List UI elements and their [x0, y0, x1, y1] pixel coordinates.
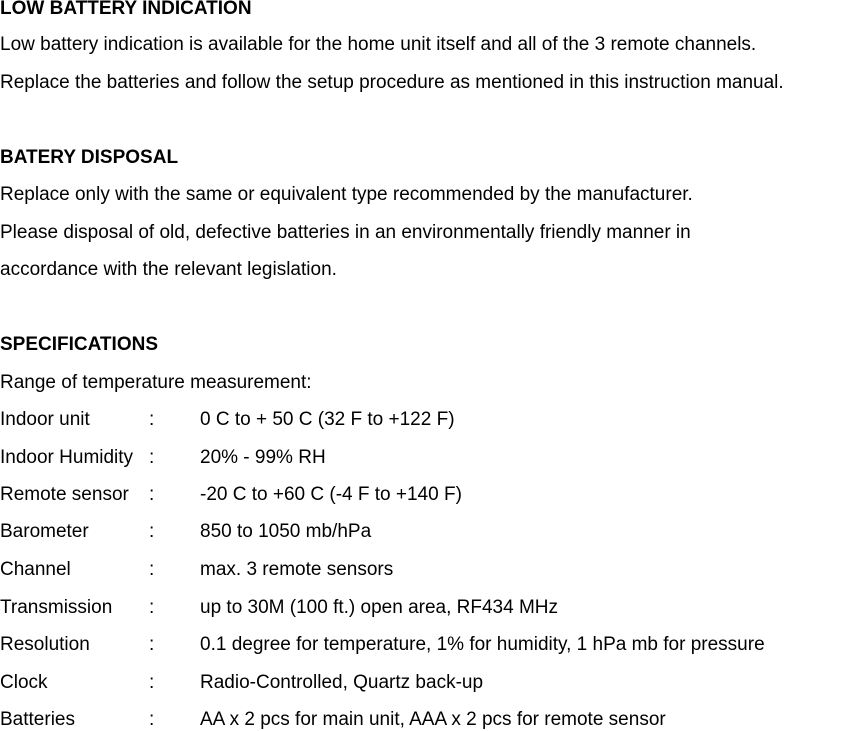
spec-separator: : [149, 672, 155, 693]
spec-row [0, 447, 857, 469]
spec-value: 0.1 degree for temperature, 1% for humidity, 1 hPa mb for pressure [200, 634, 765, 655]
spec-separator: : [149, 409, 155, 430]
spec-value: 850 to 1050 mb/hPa [200, 521, 372, 542]
spec-value: AA x 2 pcs for main unit, AAA x 2 pcs for remote sensor [200, 709, 666, 730]
spec-label: Indoor Humidity [0, 447, 134, 468]
spec-row [0, 521, 857, 543]
spec-label: Remote sensor [0, 484, 129, 505]
low-battery-heading: LOW BATTERY INDICATION [0, 0, 252, 19]
spec-value: 0 C to + 50 C (32 F to +122 F) [200, 409, 455, 430]
spec-label: Channel [0, 559, 71, 580]
spec-row [0, 559, 857, 581]
spec-label: Resolution [0, 634, 90, 655]
spec-label: Barometer [0, 521, 89, 542]
spec-separator: : [149, 521, 155, 542]
spec-separator: : [149, 447, 155, 468]
spec-label: Clock [0, 672, 48, 693]
spec-row [0, 597, 857, 619]
specifications-intro: Range of temperature measurement: [0, 372, 312, 393]
spec-separator: : [149, 597, 155, 618]
spec-row [0, 672, 857, 694]
spec-label: Indoor unit [0, 409, 90, 430]
spec-value: Radio-Controlled, Quartz back-up [200, 672, 484, 693]
spec-value: -20 C to +60 C (-4 F to +140 F) [200, 484, 462, 505]
spec-value: max. 3 remote sensors [200, 559, 394, 580]
specifications-heading: SPECIFICATIONS [0, 334, 158, 355]
low-battery-text-line-1: Low battery indication is available for the home unit itself and all of the 3 remote channels. [0, 34, 757, 55]
spec-label: Transmission [0, 597, 113, 618]
spec-separator: : [149, 634, 155, 655]
low-battery-text-line-2: Replace the batteries and follow the setup procedure as mentioned in this instruction manual. [0, 72, 784, 93]
spec-row [0, 634, 857, 656]
spec-separator: : [149, 559, 155, 580]
battery-disposal-text-line-2: Please disposal of old, defective batteries in an environmentally friendly manner in [0, 222, 691, 243]
spec-value: up to 30M (100 ft.) open area, RF434 MHz [200, 597, 559, 618]
battery-disposal-text-line-1: Replace only with the same or equivalent type recommended by the manufacturer. [0, 184, 693, 205]
battery-disposal-text-line-3: accordance with the relevant legislation. [0, 259, 337, 280]
battery-disposal-heading: BATERY DISPOSAL [0, 147, 179, 168]
spec-row [0, 409, 857, 431]
spec-row [0, 484, 857, 506]
spec-separator: : [149, 484, 155, 505]
spec-value: 20% - 99% RH [200, 447, 326, 468]
spec-row [0, 709, 857, 731]
spec-label: Batteries [0, 709, 75, 730]
spec-separator: : [149, 709, 155, 730]
